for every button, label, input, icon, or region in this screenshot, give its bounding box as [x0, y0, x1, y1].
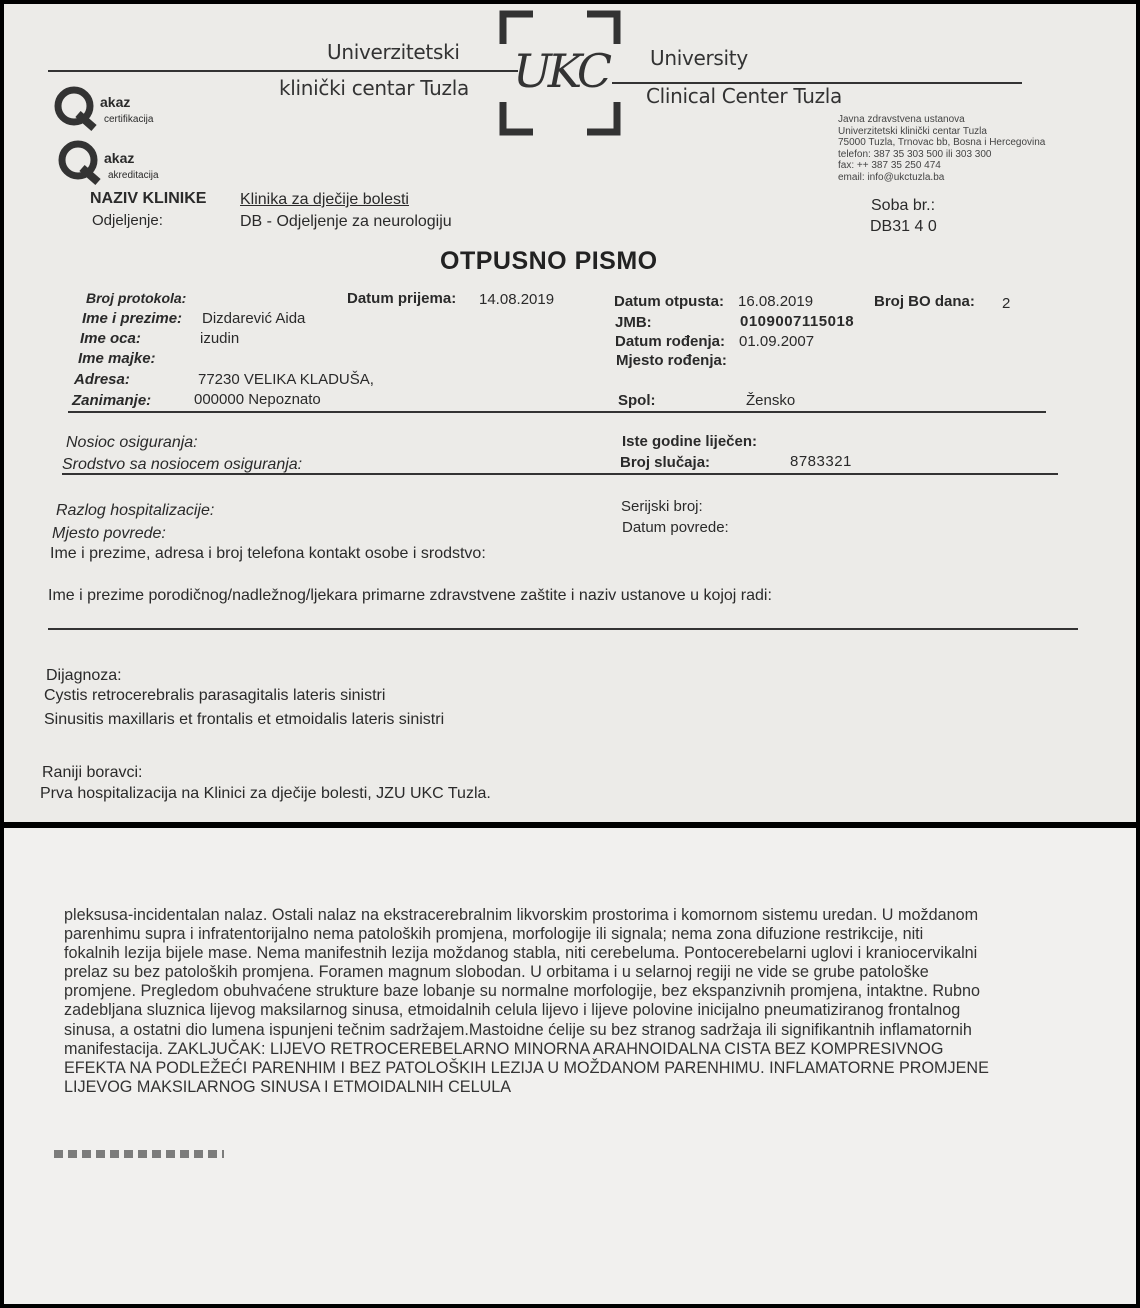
discharge-value: 16.08.2019: [738, 293, 814, 310]
case-number-label: Broj slučaja:: [620, 454, 711, 471]
treated-same-year-label: Iste godine liječen:: [622, 433, 758, 450]
report-line: parenhimu supra i infratentorijalno nema patoloških promjena, morfologije ili signala; nema zona difuzione restrikcije, niti: [64, 925, 924, 944]
akaz-q-icon: [50, 84, 100, 132]
akaz-accr-sub: akreditacija: [108, 170, 159, 181]
header-right-line2: Clinical Center Tuzla: [646, 84, 843, 108]
clinic-name-value: Klinika za dječije bolesti: [240, 191, 409, 208]
akaz-cert-sub: certifikacija: [104, 114, 154, 125]
father-label: Ime oca:: [80, 330, 141, 347]
address-line: email: info@ukctuzla.ba: [838, 171, 945, 183]
pob-label: Mjesto rođenja:: [616, 352, 727, 369]
room-label: Soba br.:: [871, 197, 936, 214]
patient-name-value: Dizdarević Aida: [202, 310, 306, 327]
diagnosis-label: Dijagnoza:: [46, 667, 122, 684]
report-line: prelaz su bez patoloških promjena. Foramen magnum slobodan. U orbitama i u selarnoj regiji ne vide se grube patološke: [64, 963, 929, 982]
admission-value: 14.08.2019: [479, 291, 555, 308]
header-line-right: [612, 82, 1022, 84]
mri-report-text: [64, 906, 1094, 1097]
case-number-value: 8783321: [790, 453, 852, 470]
address-value: 77230 VELIKA KLADUŠA,: [198, 371, 374, 388]
header-left-line2: klinički centar Tuzla: [279, 76, 469, 100]
akaz-accreditation-logo: [54, 138, 184, 186]
dob-label: Datum rođenja:: [615, 333, 726, 350]
contact-person-label: Ime i prezime, adresa i broj telefona kontakt osobe i srodstvo:: [50, 545, 486, 562]
patient-name-label: Ime i prezime:: [82, 310, 183, 327]
discharge-letter-page-continued: [4, 828, 1136, 1304]
ukc-logo-text: UKC: [513, 44, 609, 98]
discharge-letter-page-top: [4, 4, 1136, 822]
bo-days-value: 2: [1002, 295, 1011, 312]
patient-section-divider: [68, 411, 1046, 413]
report-line: pleksusa-incidentalan nalaz. Ostali nalaz na ekstracerebralnim likvorskim prostorima i komornom sistemu uredan. U moždanom: [64, 906, 979, 924]
address-line: fax: ++ 387 35 250 474: [838, 160, 941, 171]
report-line: sinusa, a ostatni dio lumena ispunjeni tečnim sadržajem.Mastoidne ćelije su bez stranog sadržaja ili signifikantnih inflamatornih: [64, 1020, 972, 1039]
report-line: promjene. Pregledom obuhvaćene strukture baze lobanje su normalne morfologije, bez ekspanzivnih promjena, intaktne. Rubno: [64, 982, 981, 1001]
header-right-line1: University: [650, 46, 748, 70]
room-value: DB31 4 0: [870, 218, 937, 235]
jmb-value: 0109007115018: [740, 313, 855, 330]
report-line: LIJEVOG MAKSILARNOG SINUSA I ETMOIDALNIH CELULA: [64, 1077, 512, 1096]
diagnosis-line: Sinusitis maxillaris et frontalis et etmoidalis lateris sinistri: [44, 711, 445, 728]
hospitalization-reason-label: Razlog hospitalizacije:: [56, 502, 215, 519]
akaz-q-icon: [54, 138, 104, 186]
header-line-left: [48, 70, 518, 72]
insurance-holder-label: Nosioc osiguranja:: [66, 434, 198, 451]
address-line: Javna zdravstvena ustanova: [838, 114, 965, 125]
hospital-address: [838, 114, 1045, 183]
family-doctor-label: Ime i prezime porodičnog/nadležnog/ljekara primarne zdravstvene zaštite i naziv ustanove u kojoj radi:: [48, 587, 772, 604]
father-value: izudin: [200, 330, 240, 347]
akaz-accr-name: akaz: [104, 150, 135, 166]
report-line: zadebljana sluznica lijevog maksilarnog sinusa, etmoidalnih celula lijevo i lijeve polovine inicijalno pneumatiziranog frontalnog: [64, 1001, 961, 1020]
address-line: 75000 Tuzla, Trnovac bb, Bosna i Hercegovina: [838, 137, 1046, 148]
report-line: manifestacija. ZAKLJUČAK: LIJEVO RETROCEREBELARNO MINORNA ARAHNOIDALNA CISTA BEZ KOMPRESIVNOG: [64, 1039, 944, 1058]
department-label: Odjeljenje:: [92, 212, 163, 229]
diagnosis-line: Cystis retrocerebralis parasagitalis lateris sinistri: [44, 687, 386, 704]
jmb-label: JMB:: [615, 314, 652, 331]
insurance-relation-label: Srodstvo sa nosiocem osiguranja:: [62, 456, 303, 473]
previous-stays-value: Prva hospitalizacija na Klinici za dječije bolesti, JZU UKC Tuzla.: [40, 785, 491, 802]
akaz-certification-logo: [50, 84, 180, 132]
injury-place-label: Mjesto povrede:: [52, 525, 166, 542]
sex-value: Žensko: [746, 392, 796, 409]
previous-stays-label: Raniji boravci:: [42, 764, 143, 781]
report-line: EFEKTA NA PODLEŽEĆI PARENHIM I BEZ PATOLOŠKIH LEZIJA U MOŽDANOM PARENHIMU. INFLAMATORNE PROMJENE: [64, 1058, 989, 1077]
ukc-logo: [499, 10, 621, 136]
akaz-cert-name: akaz: [100, 94, 131, 110]
occupation-label: Zanimanje:: [72, 392, 152, 409]
cut-off-text-fragment: [54, 1150, 224, 1158]
injury-date-label: Datum povrede:: [622, 519, 729, 536]
header-left-line1: Univerzitetski: [327, 40, 460, 64]
protocol-label: Broj protokola:: [86, 290, 187, 306]
address-line: Univerzitetski klinički centar Tuzla: [838, 125, 987, 137]
department-value: DB - Odjeljenje za neurologiju: [240, 213, 452, 230]
dob-value: 01.09.2007: [739, 333, 815, 350]
admission-label: Datum prijema:: [347, 290, 457, 307]
discharge-label: Datum otpusta:: [614, 293, 724, 310]
report-line: fokalnih lezija bijele mase. Nema manifestnih lezija moždanog stabla, niti cerebeluma. Pontocerebelarni uglovi i kraniocervikalni: [64, 944, 978, 963]
bo-days-label: Broj BO dana:: [874, 293, 975, 310]
mother-label: Ime majke:: [78, 350, 156, 367]
document-title: OTPUSNO PISMO: [440, 247, 658, 275]
doctor-section-divider: [48, 628, 1078, 630]
insurance-section-divider: [62, 473, 1058, 475]
occupation-value: 000000 Nepoznato: [194, 391, 321, 408]
sex-label: Spol:: [618, 392, 656, 409]
clinic-name-label: NAZIV KLINIKE: [90, 190, 207, 207]
serial-number-label: Serijski broj:: [621, 498, 703, 515]
address-label: Adresa:: [74, 371, 130, 388]
address-line: telefon: 387 35 303 500 ili 303 300: [838, 148, 992, 160]
